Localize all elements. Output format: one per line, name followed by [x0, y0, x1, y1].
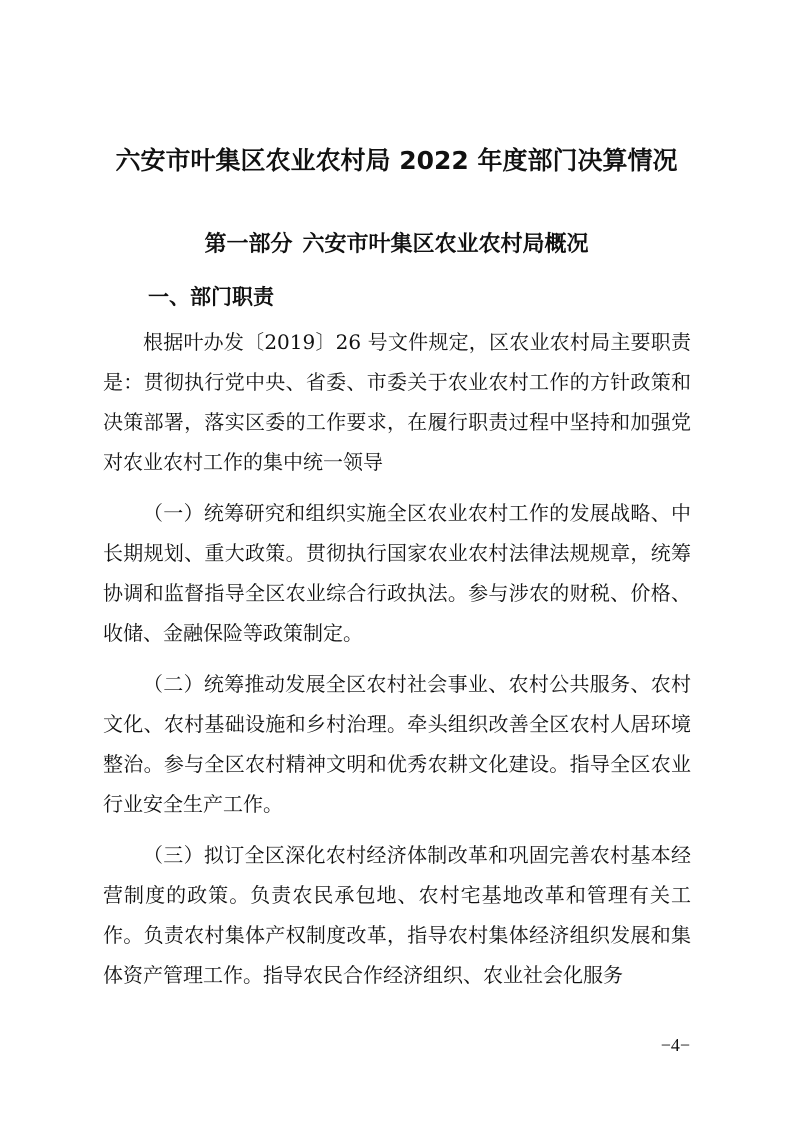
section-heading: 一、部门职责: [148, 285, 274, 309]
paragraph-intro: 根据叶办发〔2019〕26 号文件规定，区农业农村局主要职责是：贯彻执行党中央、省委、市委关于农业农村工作的方针政策和决策部署，落实区委的工作要求，在履行职责过程中坚持和加强党对农业农村工作的集中统一领导: [103, 330, 691, 474]
paragraph-item-3: （三）拟订全区深化农村经济体制改革和巩固完善农村基本经营制度的政策。负责农民承包地、农村宅基地改革和管理有关工作。负责农村集体产权制度改革，指导农村集体经济组织发展和集体资产管理工作。指导农民合作经济组织、农业社会化服务: [103, 843, 691, 987]
document-body: [103, 322, 691, 1006]
part-heading-text: 六安市叶集区农业农村局概况: [302, 232, 589, 257]
paragraph-item-2: （二）统筹推动发展全区农村社会事业、农村公共服务、农村文化、农村基础设施和乡村治理。牵头组织改善全区农村人居环境整治。参与全区农村精神文明和优秀农耕文化建设。指导全区农业行业安全生产工作。: [103, 672, 691, 816]
paragraph-item-1: （一）统筹研究和组织实施全区农业农村工作的发展战略、中长期规划、重大政策。贯彻执行国家农业农村法律法规规章，统筹协调和监督指导全区农业综合行政执法。参与涉农的财税、价格、收储、金融保险等政策制定。: [103, 501, 691, 645]
part-heading-label: 第一部分: [204, 232, 293, 257]
page-number: −4−: [660, 1035, 690, 1055]
document-title: 六安市叶集区农业农村局 2022 年度部门决算情况: [115, 146, 678, 175]
part-heading: [0, 228, 793, 262]
